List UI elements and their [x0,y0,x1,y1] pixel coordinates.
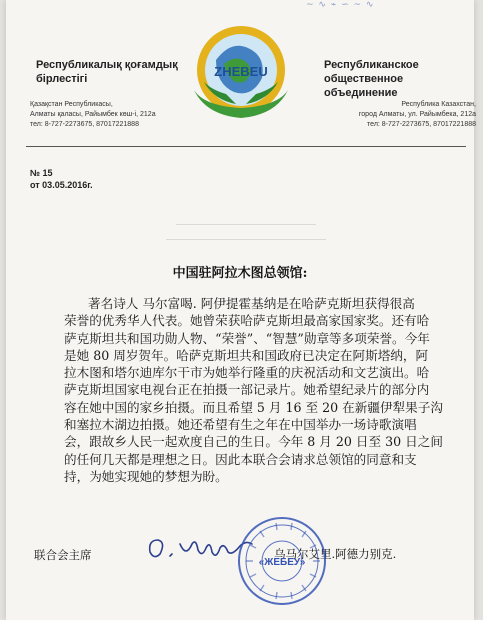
letter-body-line: 拉木图和塔尔迪库尔干市为她举行隆重的庆祝活动和文艺演出。哈 [64,365,430,381]
letter-body-line: 是她 80 周岁贺年。哈萨克斯坦共和国政府已决定在阿斯塔纳，阿 [64,347,429,363]
letter-body-line: 的任何几天都是理想之日。因此本联合会请求总领馆的同意和支 [64,451,417,467]
chairman-name: 乌马尔艾里.阿德力别克. [274,547,397,561]
letter-body-line: 和塞拉木湖边拍摄。她还希望有生之年在中国举办一场诗歌演唱 [64,417,417,433]
letter-body-line: 萨克斯坦共和国功勋人物、“荣誉”、“智慧”勋章等多项荣誉。今年 [64,330,430,346]
chairman-label: 联合会主席 [34,548,92,562]
address-russian-line2: город Алматы, ул. Райымбека, 212а [358,111,476,118]
org-name-kazakh-line1: Республикалық қоғамдық [36,59,178,71]
letterhead-page [6,0,474,620]
letter-body-line: 荣誉的优秀华人代表。她曾荣获哈萨克斯坦最高家国家奖。还有哈 [64,313,430,329]
address-kazakh-line1: Қазақстан Республикасы, [30,101,113,108]
address-russian-phone: тел: 8-727-2273675, 87017221888 [367,121,476,128]
org-name-russian [324,58,474,100]
address-kazakh-line2: Алматы қаласы, Райымбек көш-і, 212а [30,111,156,118]
organization-seal [236,515,328,607]
pen-scribble [306,0,476,14]
seal-center-text: «ЖЕБЕУ» [258,557,306,568]
org-name-kazakh-line2: бірлестігі [36,73,88,85]
address-kazakh-phone: тел: 8-727-2273675, 87017221888 [30,121,139,128]
letter-salutation: 中国驻阿拉木图总领馆: [172,266,308,281]
address-kazakh [30,100,180,130]
header-divider [26,146,466,147]
org-name-russian-line2: общественное объединение [324,73,404,99]
document-date: от 03.05.2016г. [30,180,93,190]
letter-body-line: 萨克斯坦国家电视台正在拍摄一部记录片。她希望纪录片的部分内 [64,382,430,398]
document-number: № 15 [30,168,53,178]
letter-body-line: 会，跟故乡人民一起欢度自己的生日。今年 8 月 20 日至 30 日之间 [64,434,443,450]
address-russian-line1: Республика Казахстан, [401,101,476,108]
letter-body-line: 容在她中国的家乡拍摄。而且希望 5 月 16 至 20 在新疆伊犁果子沟 [64,399,443,415]
bleed-through-text [156,210,336,240]
address-russian [306,100,476,130]
org-name-kazakh [36,58,196,86]
letter-body-line: 著名诗人 马尔富喝. 阿伊提霍基纳是在哈萨克斯坦获得很高 [88,296,415,311]
logo-wordmark: ZHEBEU [214,64,268,79]
letter-body [64,295,443,485]
zhebeu-logo [186,20,296,135]
org-name-russian-line1: Республиканское [324,59,419,71]
letter-body-line: 持，为她实现她的梦想为盼。 [64,468,228,484]
